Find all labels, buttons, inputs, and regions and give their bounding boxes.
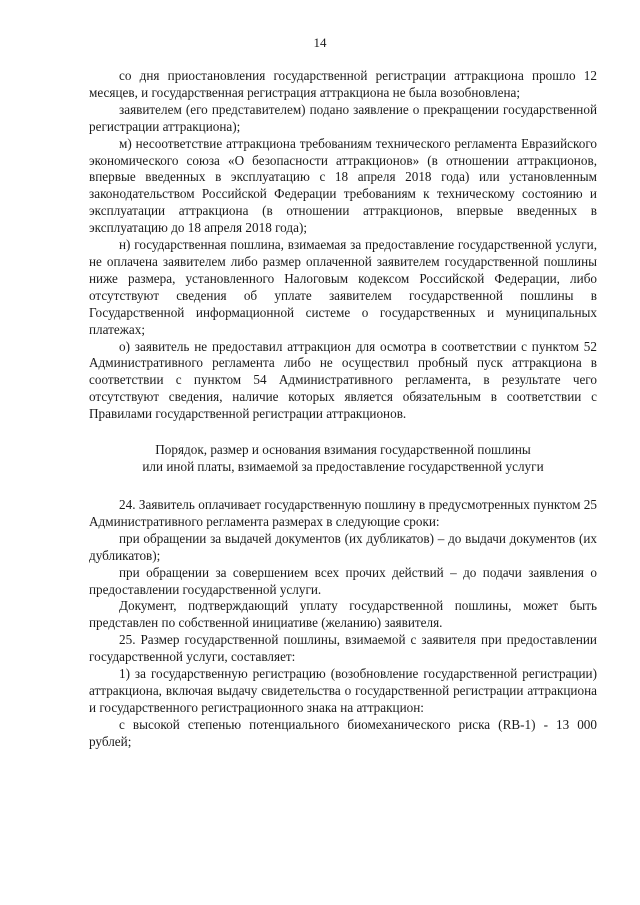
paragraph: при обращении за выдачей документов (их дубликатов) – до выдачи документов (их дубликатов); [89,530,597,563]
page-number: 14 [313,35,327,50]
paragraph-item-m: м) несоответствие аттракциона требованиям технического регламента Евразийского экономического союза «О безопасности аттракционов» (в отношении аттракционов, впервые введенных в эксплуатацию с 18 апреля 2018 года) или установленным законодательством Российской Федерации требованиям к техническому состоянию и эксплуатации аттракциона (в отношении аттракционов, впервые введенных в эксплуатацию до 18 апреля 2018 года); [89,135,597,236]
section-heading-line-1: Порядок, размер и основания взимания государственной пошлины [155,442,531,458]
paragraph-clause-25: 25. Размер государственной пошлины, взимаемой с заявителя при предоставлении государственной услуги, составляет: [89,632,597,665]
paragraph: Документ, подтверждающий уплату государственной пошлины, может быть представлен по собственной инициативе (желанию) заявителя. [89,598,597,631]
paragraph: заявителем (его представителем) подано заявление о прекращении государственной регистрации аттракциона); [89,101,597,134]
paragraph-item-o: о) заявитель не предоставил аттракцион для осмотра в соответствии с пунктом 52 Административного регламента либо не осуществил пробный пуск аттракциона в соответствии с пунктом 54 Административного регламента, в результате чего отсутствуют сведения, наличие которых является обязательным в соответствии с Правилами государственной регистрации аттракционов. [89,338,597,422]
paragraph: с высокой степенью потенциального биомеханического риска (RB-1) - 13 000 рублей; [89,716,597,749]
paragraph-item-n: н) государственная пошлина, взимаемая за предоставление государственной услуги, не оплачена заявителем либо размер оплаченной заявителем государственной пошлины ниже размера, установленного Налоговым кодексом Российской Федерации, либо отсутствуют сведения об уплате заявителем государственной пошлины в Государственной информационной системе о государственных и муниципальных платежах; [89,237,597,337]
section-heading-line-2: или иной платы, взимаемой за предоставление государственной услуги [142,459,544,475]
paragraph-clause-24: 24. Заявитель оплачивает государственную пошлину в предусмотренных пунктом 25 Административного регламента размерах в следующие сроки: [89,497,597,529]
paragraph: при обращении за совершением всех прочих действий – до подачи заявления о предоставлении государственной услуги. [89,564,597,597]
section-heading [89,441,597,475]
paragraph-subitem-1: 1) за государственную регистрацию (возобновление государственной регистрации) аттракциона, включая выдачу свидетельства о государственной регистрации аттракциона и государственного регистрационного знака на аттракцион: [89,666,597,715]
document-body [89,68,597,751]
paragraph-continuation: со дня приостановления государственной регистрации аттракциона прошло 12 месяцев, и государственная регистрация аттракциона не была возобновлена; [89,68,597,100]
